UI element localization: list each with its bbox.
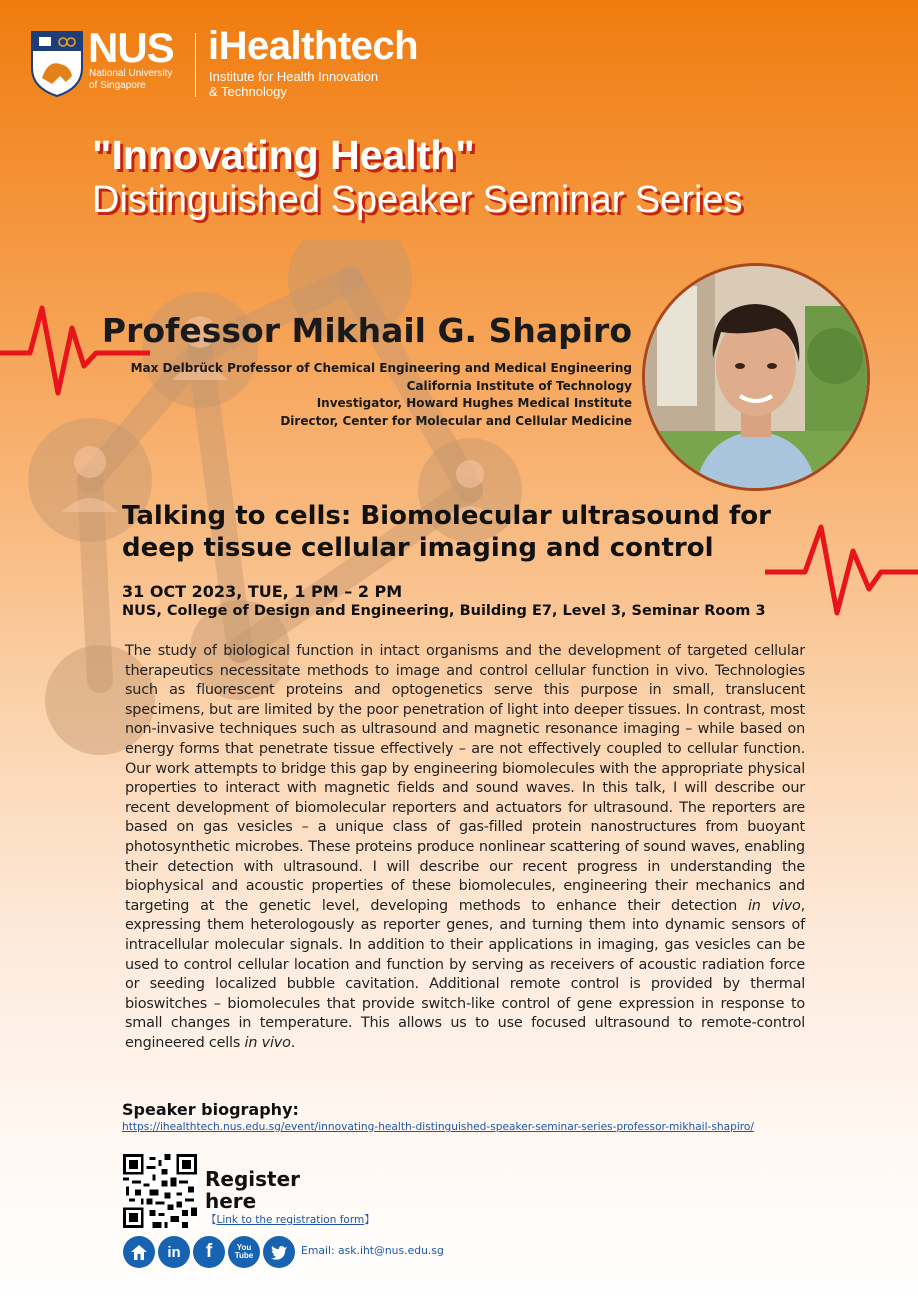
contact-email[interactable]: Email: ask.iht@nus.edu.sg	[301, 1244, 444, 1257]
facebook-icon[interactable]: f	[193, 1236, 225, 1268]
nus-crest-logo	[30, 30, 84, 98]
biography-heading: Speaker biography:	[122, 1100, 299, 1119]
speaker-name: Professor Mikhail G. Shapiro	[101, 311, 632, 350]
nus-subtitle	[89, 68, 199, 92]
abstract-italic: in vivo	[244, 1034, 291, 1051]
speaker-title-line: Max Delbrück Professor of Chemical Engineering and Medical Engineering	[130, 361, 632, 375]
speaker-titles	[32, 360, 632, 430]
abstract-text: , expressing them heterologously as reporter genes, and turning them into dynamic sensors of intracellular molecular signals. In addition to their applications in imaging, gas vesicles can be used to control cellular location and function by serving as receivers of acoustic radiation force or seeding localized bubble cavitation. Additional remote control is provided by thermal bioswitches – biomolecules that provide switch-like control of gene expression in response to small changes in temperature. This allows us to use focused ultrasound to remote-control engineered cells	[125, 897, 805, 1051]
series-title-line2: Distinguished Speaker Seminar Series	[92, 179, 743, 221]
nus-subtitle-line1: National University	[89, 68, 173, 79]
registration-qr-code[interactable]	[123, 1154, 197, 1228]
ihealthtech-subtitle	[209, 69, 429, 99]
talk-abstract	[125, 642, 805, 1053]
abstract-text: The study of biological function in intact organisms and the development of targeted cellular therapeutics necessitate methods to image and control cellular function in vivo. Technologies such as fluorescent proteins and optogenetics serve this purpose in small, translucent specimens, but are limited by the poor penetration of light into deeper tissues. In contrast, most non-invasive techniques such as ultrasound and magnetic resonance imaging – while based on energy forms that penetrate tissue effectively – are not effectively coupled to cellular function. Our work attempts to bridge this gap by engineering biomolecules with the appropriate physical properties to interact with magnetic fields and sound waves. In this talk, I will describe our recent development of biomolecular reporters and actuators for ultrasound. The reporters are based on gas vesicles – a unique class of gas-filled protein nanostructures from buoyant photosynthetic microbes. These proteins produce nonlinear scattering of sound waves, enabling their detection with ultrasound. I will describe our recent progress in understanding the biophysical and acoustic properties of these biomolecules, engineering their mechanics and targeting at the genetic level, developing methods to enhance their detection	[125, 643, 805, 914]
talk-date-time: 31 OCT 2023, TUE, 1 PM – 2 PM	[122, 582, 403, 601]
speaker-photo	[642, 263, 870, 491]
speaker-title-line: California Institute of Technology	[406, 378, 632, 393]
register-heading: Register here	[205, 1167, 301, 1213]
registration-link-wrapper	[206, 1212, 375, 1227]
series-title-line1: "Innovating Health"	[92, 132, 475, 178]
linkedin-icon[interactable]: in	[158, 1236, 190, 1268]
ihealthtech-subtitle-line1: Institute for Health Innovation	[209, 69, 379, 84]
ihealthtech-subtitle-line2: & Technology	[209, 84, 287, 99]
abstract-italic: in vivo	[747, 897, 801, 914]
bracket-close: 】	[364, 1214, 375, 1226]
abstract-text: .	[290, 1034, 296, 1051]
ihealthtech-wordmark: iHealthtech	[208, 24, 419, 68]
nus-subtitle-line2: of Singapore	[89, 80, 146, 91]
twitter-icon[interactable]	[263, 1236, 295, 1268]
biography-link[interactable]: https://ihealthtech.nus.edu.sg/event/innovating-health-distinguished-speaker-seminar-series-professor-mikhail-shapiro/	[122, 1121, 754, 1133]
bracket-open: 【	[206, 1214, 217, 1226]
talk-title: Talking to cells: Biomolecular ultrasound for deep tissue cellular imaging and control	[122, 501, 771, 563]
youtube-icon[interactable]: You Tube	[228, 1236, 260, 1268]
speaker-title-line: Director, Center for Molecular and Cellular Medicine	[280, 413, 632, 428]
nus-wordmark: NUS	[88, 24, 174, 71]
social-links	[123, 1236, 295, 1268]
registration-link[interactable]: Link to the registration form	[216, 1214, 365, 1226]
speaker-title-line: Investigator, Howard Hughes Medical Institute	[316, 396, 632, 410]
talk-venue: NUS, College of Design and Engineering, Building E7, Level 3, Seminar Room 3	[122, 603, 766, 619]
logo-divider	[195, 33, 196, 97]
home-icon[interactable]	[123, 1236, 155, 1268]
